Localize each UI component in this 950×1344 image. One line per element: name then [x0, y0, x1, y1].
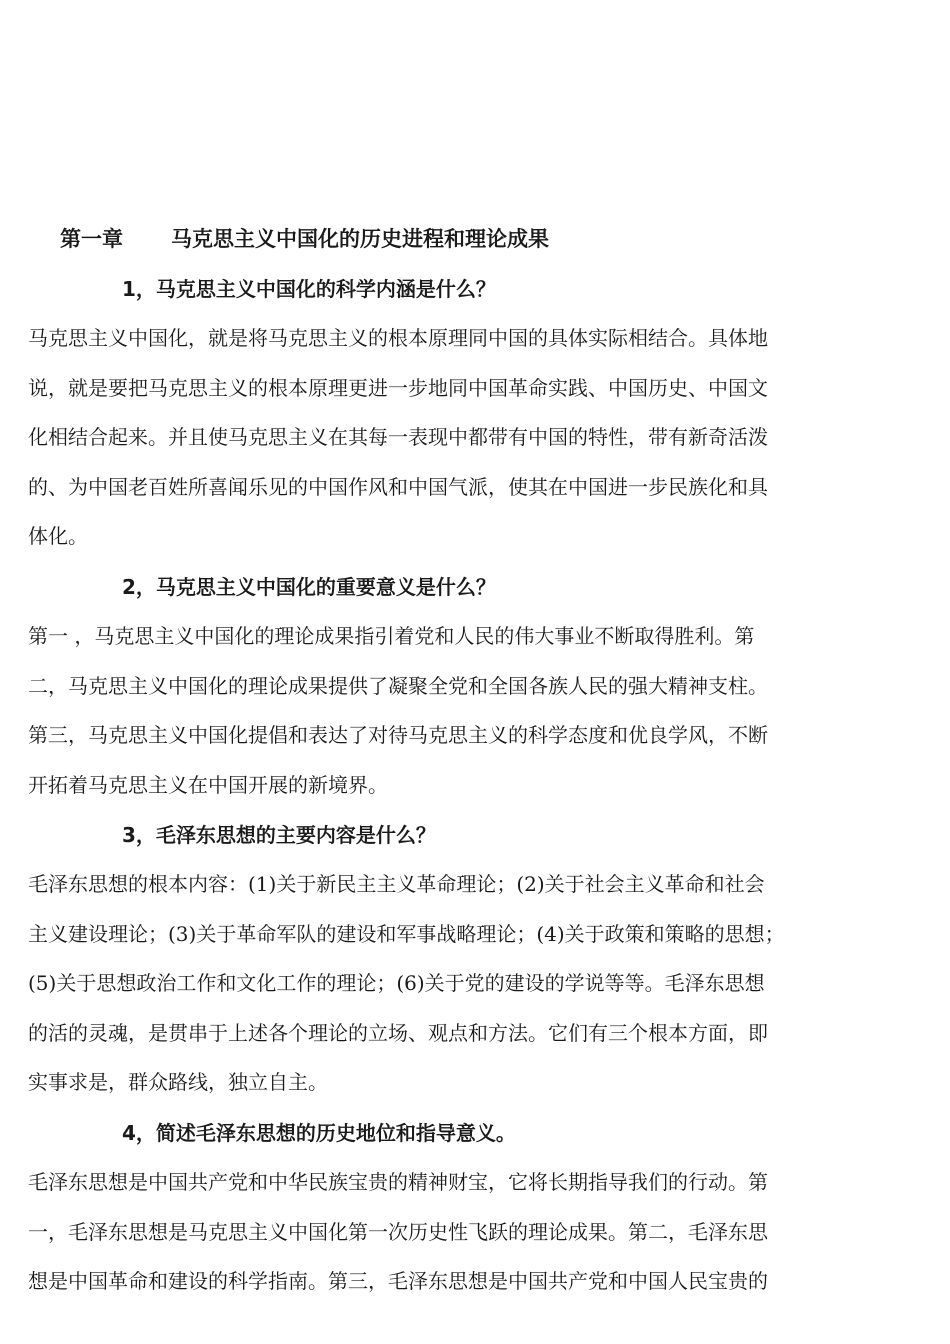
paragraph-line: 马克思主义中国化，就是将马克思主义的根本原理同中国的具体实际相结合。具体地	[28, 326, 768, 350]
chapter-title	[60, 222, 549, 256]
paragraph-line: 体化。	[28, 524, 88, 548]
paragraph-line: (5)关于思想政治工作和文化工作的理论；(6)关于党的建设的学说等等。毛泽东思想	[28, 971, 765, 995]
chapter-name: 马克思主义中国化的历史进程和理论成果	[171, 227, 549, 251]
paragraph-line: 化相结合起来。并且使马克思主义在其每一表现中都带有中国的特性，带有新奇活泼	[28, 425, 768, 449]
paragraph-line: 毛泽东思想是中国共产党和中华民族宝贵的精神财宝，它将长期指导我们的行动。第	[28, 1170, 768, 1194]
question-heading-3: 3，毛泽东思想的主要内容是什么？	[122, 823, 436, 847]
paragraph-line: 说，就是要把马克思主义的根本原理更进一步地同中国革命实践、中国历史、中国文	[28, 375, 768, 400]
answer-paragraph-4	[28, 1158, 920, 1307]
chapter-label: 第一章	[60, 227, 123, 251]
question-heading-1: 1，马克思主义中国化的科学内涵是什么？	[122, 277, 496, 301]
answer-paragraph-1	[28, 314, 920, 562]
paragraph-line: 毛泽东思想的根本内容：(1)关于新民主主义革命理论；(2)关于社会主义革命和社会	[28, 872, 765, 896]
question-heading-2: 2，马克思主义中国化的重要意义是什么？	[122, 575, 496, 599]
paragraph-line: 想是中国革命和建设的科学指南。第三，毛泽东思想是中国共产党和中国人民宝贵的	[28, 1269, 768, 1293]
paragraph-line: 一，毛泽东思想是马克思主义中国化第一次历史性飞跃的理论成果。第二，毛泽东思	[28, 1219, 768, 1244]
paragraph-line: 的、为中国老百姓所喜闻乐见的中国作风和中国气派，使其在中国进一步民族化和具	[28, 474, 768, 499]
paragraph-line: 的活的灵魂，是贯串于上述各个理论的立场、观点和方法。它们有三个根本方面，即	[28, 1020, 768, 1045]
answer-paragraph-2	[28, 612, 920, 810]
paragraph-line: 实事求是，群众路线，独立自主。	[28, 1070, 328, 1094]
paragraph-line: 第三，马克思主义中国化提倡和表达了对待马克思主义的科学态度和优良学风，不断	[28, 723, 768, 747]
paragraph-line: 二，马克思主义中国化的理论成果提供了凝聚全党和全国各族人民的强大精神支柱。	[28, 673, 768, 698]
paragraph-line: 主义建设理论；(3)关于革命军队的建设和军事战略理论；(4)关于政策和策略的思想；	[28, 921, 785, 946]
paragraph-line: 开拓着马克思主义在中国开展的新境界。	[28, 772, 388, 797]
answer-paragraph-3	[28, 860, 920, 1108]
paragraph-line: 第一 ，马克思主义中国化的理论成果指引着党和人民的伟大事业不断取得胜利。第	[28, 624, 755, 648]
question-heading-4: 4，简述毛泽东思想的历史地位和指导意义。	[122, 1121, 516, 1145]
